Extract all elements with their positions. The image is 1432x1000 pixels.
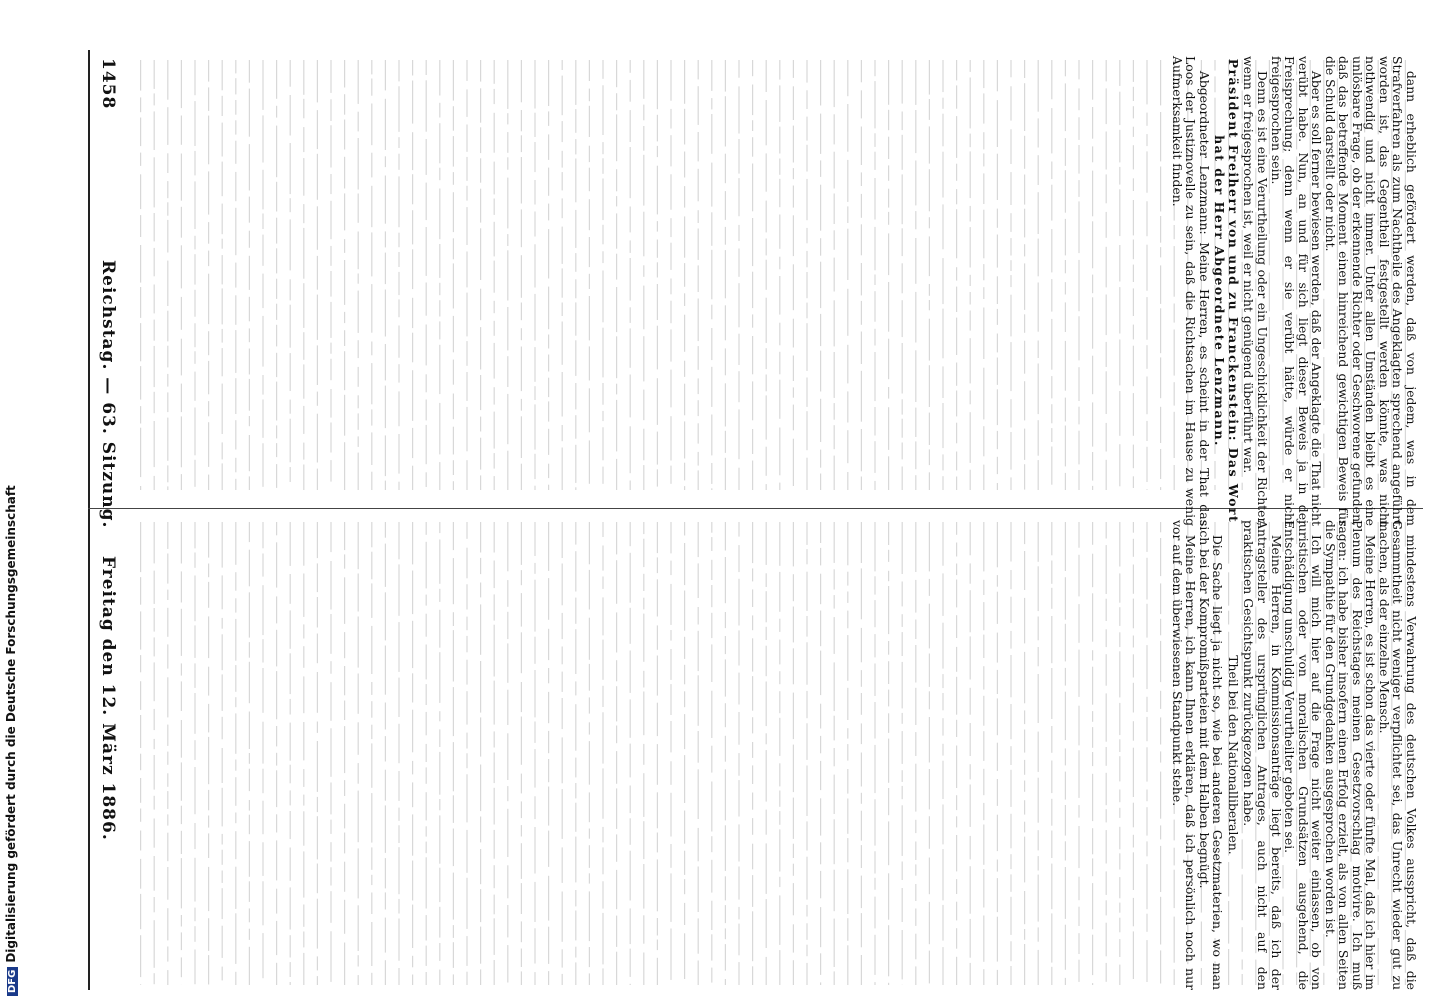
page-number: 1458: [98, 58, 118, 110]
header-rule: [88, 50, 90, 990]
dfg-logo-icon: DFG: [7, 967, 18, 996]
funding-note: Digitalisierung gefördert durch die Deutsche Forschungsgemeinschaft: [4, 485, 18, 963]
paragraph: Die Sache liegt ja nicht so, wie bei anderen Gesetzmaterien, wo man sich bei der Kompromißparteien mit dem Halben begnügt.: [1196, 520, 1226, 990]
right-column: [98, 520, 1418, 990]
speaker-heading: Präsident Freiherr von und zu Franckenstein: Das Wort hat der Herr Abgeordnete Lenzmann.: [1212, 58, 1241, 524]
paragraph: Meine Herren, in Kommissionsanträge liegt bereits, daß ich der Antragsteller des ursprünglichen Antrages, auch nicht auf den praktischen Gesichtspunkt zurückgezogen habe.: [1241, 520, 1284, 990]
paragraph: Meine Herren, es ist schon das vierte oder fünfte Mal, daß ich hier im Plenum des Reichstages meinen Gesetzvorschlag motivire. Ich muß sagen: ich habe bisher insofern einen Erfolg erzielt, als von allen Seiten die Sympathie für den Grundgedanken ausgesprochen worden ist.: [1322, 520, 1379, 990]
funding-sidebar: [4, 0, 24, 1000]
paragraph: dann erheblich gefördert werden, daß von jedem, was in dem Strafverfahren als zum Nachtheile des Angeklagten sprechend angeführt worden ist, das Gegentheil festgestellt werden könnte, was nicht nothwendig und nicht immer. Unter allen Umständen bleibt es eine unlösbare Frage, ob der erkennende Richter oder Geschworene gefunden, daß das betreffende Moment einen hinreichend gewichtigen Beweis für die Schuld darstellt oder nicht.: [1322, 56, 1419, 526]
section-note: Theil bei den Nationalliberalen.: [1225, 655, 1241, 855]
paragraph: Meine Herren, ich kann Ihnen erklären, daß ich persönlich noch nur vor auf dem überwiesenen Standpunkt stehe.: [1169, 520, 1199, 990]
paragraph: Denn es ist eine Verurtheilung oder ein Ungeschicklichkeit der Richter, wenn er freigesprochen ist, weil er nicht genügend überführt war.: [1241, 56, 1270, 526]
paragraph: Ich will mich hier auf die Frage nicht weiter einlassen, ob von juristischen oder von moralischen Grundsätzen ausgehend, die Entschädigung unschuldig Verurtheilter geboten sei.: [1282, 520, 1325, 990]
paragraph: mindestens Verwahrung des deutschen Volkes ausspricht, daß die Gesammtheit nicht weniger verpflichtet sei, das Unrecht wieder gut zu machen, als der einzelne Mensch.: [1376, 520, 1419, 990]
paragraph: Abgeordneter Lenzmann: Meine Herren, es scheint in der That das Loos der Justiznovelle zu sein, daß die Richtsachen im Hause zu wenig Aufmerksamkeit finden.: [1169, 56, 1212, 526]
running-header: Reichstag. — 63. Sitzung.: [98, 260, 118, 529]
paragraph: Aber es soll ferner bewiesen werden, daß der Angeklagte die That nicht verübt habe. Nun, an und für sich liegt dieser Beweis ja in der Freisprechung; denn wenn er sie verübt hätte, würde er nicht freigesprochen sein.: [1268, 56, 1325, 526]
left-column: [98, 56, 1419, 529]
header-date: Freitag den 12. März 1886.: [98, 556, 118, 841]
